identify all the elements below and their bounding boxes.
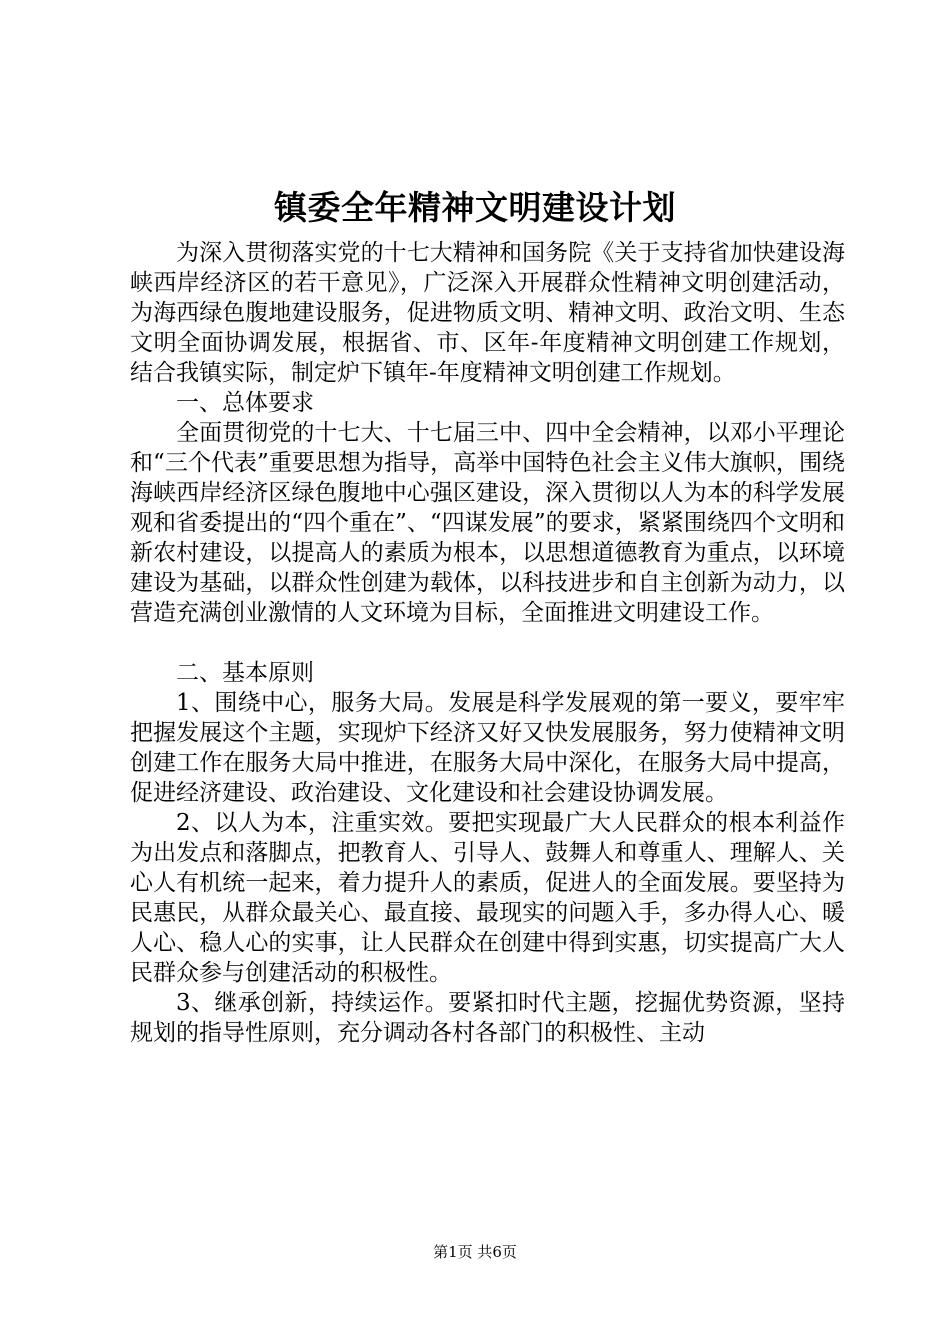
section-heading-general-requirements: 一、总体要求 <box>176 390 314 416</box>
principle-paragraph-2: 2、以人为本，注重实效。要把实现最广大人民群众的根本利益作为出发点和落脚点，把教育人、引导人、鼓舞人和尊重人、理解人、关心人有机统一起来，着力提升人的素质，促进人的全面发展。要坚持为民惠民，从群众最关心、最直接、最现实的问题入手，多办得人心、暖人心、稳人心的实事，让人民群众在创建中得到实惠，切实提高广大人民群众参与创建活动的积极性。 <box>130 810 845 986</box>
document-title: 镇委全年精神文明建设计划 <box>274 188 676 227</box>
intro-paragraph: 为深入贯彻落实党的十七大精神和国务院《关于支持省加快建设海峡西岸经济区的若干意见》，广泛深入开展群众性精神文明创建活动，为海西绿色腹地建设服务，促进物质文明、精神文明、政治文明、生态文明全面协调发展，根据省、市、区年-年度精神文明创建工作规划，结合我镇实际，制定炉下镇年-年度精神文明创建工作规划。 <box>130 240 845 386</box>
general-requirements-paragraph: 全面贯彻党的十七大、十七届三中、四中全会精神，以邓小平理论和“三个代表”重要思想为指导，高举中国特色社会主义伟大旗帜，围绕海峡西岸经济区绿色腹地中心强区建设，深入贯彻以人为本的科学发展观和省委提出的“四个重在”、“四谋发展”的要求，紧紧围绕四个文明和新农村建设，以提高人的素质为根本，以思想道德教育为重点，以环境建设为基础，以群众性创建为载体，以科技进步和自主创新为动力，以营造充满创业激情的人文环境为目标，全面推进文明建设工作。 <box>130 420 845 626</box>
principle-paragraph-1: 1、围绕中心，服务大局。发展是科学发展观的第一要义，要牢牢把握发展这个主题，实现炉下经济又好又快发展服务，努力使精神文明创建工作在服务大局中推进，在服务大局中深化，在服务大局中提高，促进经济建设、政治建设、文化建设和社会建设协调发展。 <box>130 690 845 806</box>
page-number-footer: 第1页 共6页 <box>433 1243 517 1261</box>
document-body <box>130 238 845 1048</box>
section-heading-basic-principles: 二、基本原则 <box>176 660 314 686</box>
principle-paragraph-3: 3、继承创新，持续运作。要紧扣时代主题，挖掘优势资源，坚持规划的指导性原则，充分调动各村各部门的积极性、主动 <box>130 990 845 1046</box>
